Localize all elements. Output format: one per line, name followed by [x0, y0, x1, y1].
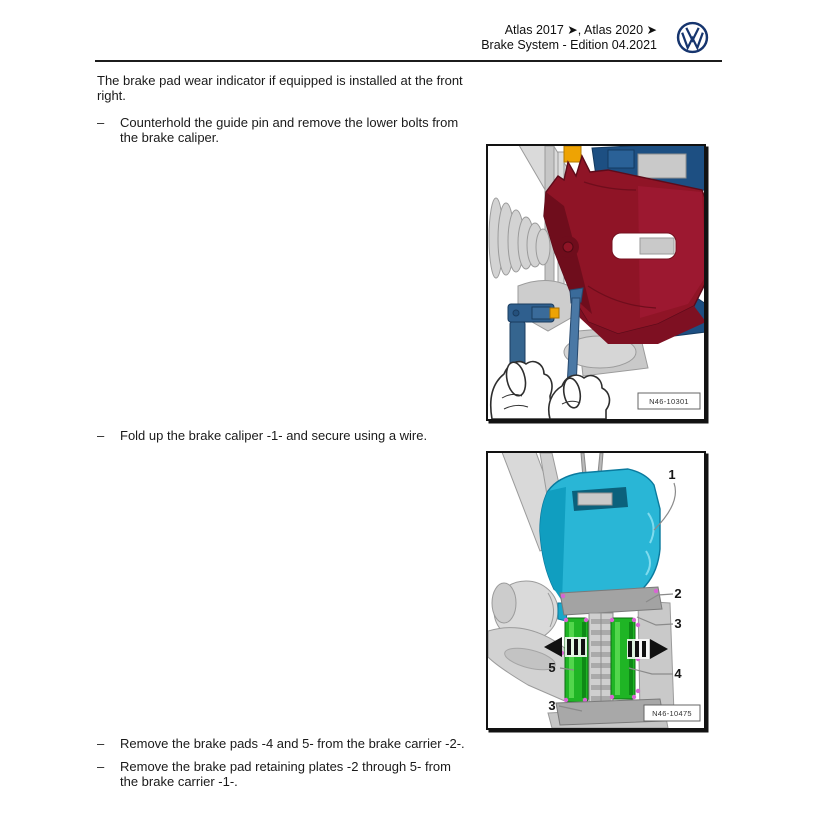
intro-paragraph: The brake pad wear indicator if equipped is installed at the front right.: [97, 73, 463, 103]
step-fold-up-caliper: [97, 429, 427, 444]
step-dash: –: [97, 428, 105, 443]
step-counterhold-guide-pin: [97, 116, 472, 145]
guide-rails: [589, 613, 613, 711]
callout-5: 5: [548, 660, 556, 675]
step-dash: –: [97, 759, 105, 774]
callout-3: 3: [674, 616, 682, 631]
step-dash: –: [97, 736, 105, 751]
step-text: Remove the brake pad retaining plates -2 through 5- from the brake carrier -1-.: [120, 759, 451, 789]
step-text: Fold up the brake caliper -1- and secure using a wire.: [120, 428, 428, 443]
vw-logo-icon: [676, 21, 709, 54]
figure-label-text: N46-10301: [649, 397, 689, 406]
callout-1: 1: [668, 467, 676, 482]
figure-label-text: N46-10475: [652, 709, 692, 718]
header-models: Atlas 2017 ➤, Atlas 2020 ➤: [504, 23, 657, 37]
callout-2: 2: [674, 586, 682, 601]
orange-bolt: [564, 146, 581, 162]
header-doc-title: Brake System - Edition 04.2021: [481, 37, 657, 52]
figure-caliper-guide-pin: [486, 144, 706, 421]
header-divider: [95, 60, 722, 62]
figure-label: [644, 705, 700, 721]
vw-logo: [676, 21, 709, 54]
callout-3b: 3: [548, 698, 556, 713]
step-text: Counterhold the guide pin and remove the lower bolts from the brake caliper.: [120, 115, 459, 145]
step-text: Remove the brake pads -4 and 5- from the brake carrier -2-.: [120, 736, 465, 751]
step-remove-brake-pads: [97, 737, 465, 752]
callout-4: 4: [674, 666, 682, 681]
figure-label: [638, 393, 700, 409]
figure-brake-pads-carrier: [486, 451, 706, 730]
page-header: [481, 23, 657, 53]
step-remove-retaining-plates: [97, 760, 472, 789]
step-dash: –: [97, 115, 105, 130]
